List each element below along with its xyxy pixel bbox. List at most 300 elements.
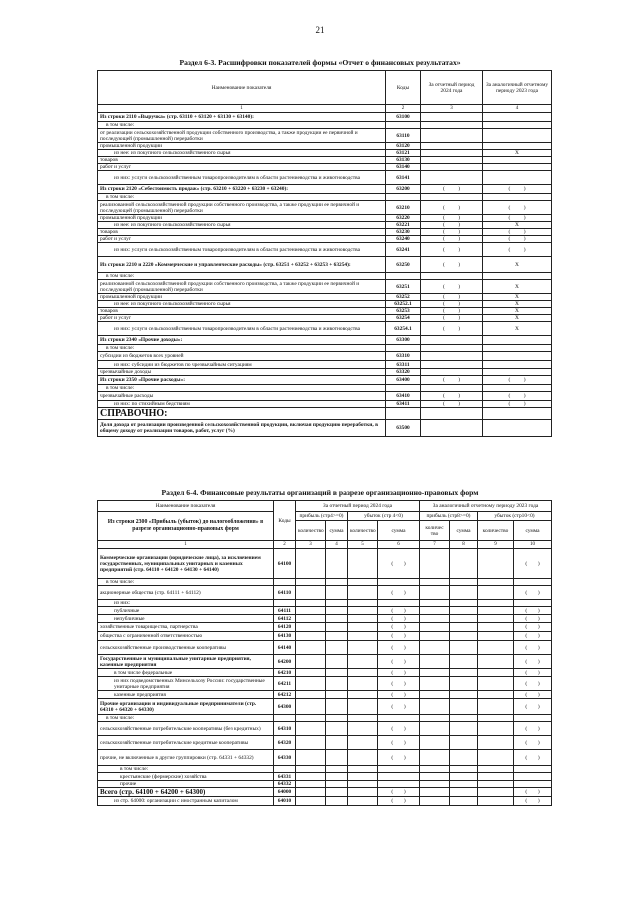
row-name: Из строки 2110 «Выручка» (стр. 63110 + 63120 + 63130 + 63140):: [98, 113, 386, 122]
row-name: из стр. 64000: организации с иностранным капиталом: [98, 797, 274, 806]
row-code: 64330: [274, 750, 296, 766]
loss-prev-sum: ( ): [514, 549, 552, 579]
table-row: [98, 549, 552, 579]
profit-prev-qty: [420, 632, 450, 641]
loss-prev-sum: ( ): [514, 641, 552, 655]
value-previous: [483, 157, 552, 164]
loss-cur-qty: [348, 586, 378, 600]
loss-prev-qty: [478, 655, 514, 669]
profit-prev-sum: [450, 722, 478, 736]
profit-prev-sum: [450, 750, 478, 766]
row-code: 64200: [274, 655, 296, 669]
row-code: 64120: [274, 623, 296, 632]
row-code: 64140: [274, 641, 296, 655]
row-code: [386, 408, 421, 420]
loss-cur-sum: ( ): [378, 722, 420, 736]
row-code: 64211: [274, 677, 296, 691]
value-previous: ( ): [483, 185, 552, 194]
row-code: 64310: [274, 722, 296, 736]
profit-prev-sum: [450, 677, 478, 691]
value-current: ( ): [421, 315, 483, 322]
value-previous: ( ): [483, 401, 552, 408]
row-code: 63251: [386, 280, 421, 294]
table-row: [98, 352, 552, 361]
loss-cur-qty: [348, 600, 378, 607]
loss-cur-sum: ( ): [378, 615, 420, 623]
profit-cur-qty: [296, 773, 326, 781]
col-number: 4: [483, 105, 552, 113]
loss-prev-qty: [478, 549, 514, 579]
table-row: [98, 308, 552, 315]
table-row: [98, 143, 552, 150]
value-previous: [483, 408, 552, 420]
col-header-sum: сумма: [326, 521, 348, 541]
profit-prev-sum: [450, 715, 478, 722]
profit-cur-qty: [296, 655, 326, 669]
row-code: [386, 273, 421, 280]
loss-prev-qty: [478, 766, 514, 773]
table-row: [98, 401, 552, 408]
profit-cur-qty: [296, 623, 326, 632]
loss-cur-sum: ( ): [378, 797, 420, 806]
profit-prev-qty: [420, 549, 450, 579]
row-name: в том числе:: [98, 194, 386, 201]
row-code: 64320: [274, 736, 296, 750]
loss-cur-qty: [348, 615, 378, 623]
row-name: работ и услуг: [98, 236, 386, 243]
loss-cur-sum: ( ): [378, 607, 420, 615]
value-previous: [483, 420, 552, 437]
row-code: 63120: [386, 143, 421, 150]
row-code: [386, 122, 421, 129]
col-header-code: Коды: [386, 71, 421, 105]
table-row: [98, 392, 552, 401]
table-row: [98, 420, 552, 437]
value-current: [421, 361, 483, 369]
value-current: ( ): [421, 392, 483, 401]
row-name: в том числе:: [98, 385, 386, 392]
profit-prev-sum: [450, 615, 478, 623]
row-code: 64130: [274, 632, 296, 641]
table-row: [98, 408, 552, 420]
row-name: чрезвычайные расходы: [98, 392, 386, 401]
profit-cur-sum: [326, 715, 348, 722]
value-previous: [483, 122, 552, 129]
profit-cur-qty: [296, 699, 326, 715]
loss-cur-qty: [348, 677, 378, 691]
row-name: в том числе:: [98, 766, 274, 773]
row-name: из нее: из покупного сельскохозяйственного сырья: [98, 222, 386, 229]
profit-prev-qty: [420, 600, 450, 607]
row-name: товаров: [98, 157, 386, 164]
profit-prev-qty: [420, 715, 450, 722]
value-current: ( ): [421, 229, 483, 236]
row-code: 64000: [274, 788, 296, 797]
profit-cur-sum: [326, 579, 348, 586]
profit-cur-qty: [296, 607, 326, 615]
table-row: [98, 229, 552, 236]
row-name: реализованной сельскохозяйственной продукции собственного производства, а также продукции ее первичной и последующей (промышленной) переработки: [98, 280, 386, 294]
loss-prev-qty: [478, 623, 514, 632]
loss-prev-sum: ( ): [514, 677, 552, 691]
value-current: [421, 336, 483, 345]
profit-prev-sum: [450, 736, 478, 750]
table-row: [98, 600, 552, 607]
table-row: [98, 615, 552, 623]
loss-prev-qty: [478, 722, 514, 736]
col-header-loss-current: убыток (стр 4<0): [348, 512, 420, 521]
section-6-4-title: Раздел 6-4. Финансовые результаты организаций в разрезе организационно-правовых форм: [161, 488, 479, 497]
row-name: от реализации сельскохозяйственной продукции собственного производства, а также продукции ее первичной и последующей (промышленной) переработки: [98, 129, 386, 143]
profit-cur-qty: [296, 549, 326, 579]
value-current: ( ): [421, 215, 483, 222]
table-row: [98, 691, 552, 699]
row-code: [274, 579, 296, 586]
loss-cur-qty: [348, 607, 378, 615]
row-name: из них: услуги сельскохозяйственным товаропроизводителям в области растениеводства и животноводства: [98, 171, 386, 185]
value-current: [421, 420, 483, 437]
loss-prev-sum: ( ): [514, 669, 552, 677]
loss-cur-sum: ( ): [378, 677, 420, 691]
loss-cur-qty: [348, 766, 378, 773]
col-header-profit-current: прибыль (стр4>=0): [296, 512, 348, 521]
value-previous: [483, 336, 552, 345]
loss-cur-qty: [348, 750, 378, 766]
row-code: 63210: [386, 201, 421, 215]
col-header-sum: сумма: [450, 521, 478, 541]
value-previous: [483, 129, 552, 143]
row-code: 63254: [386, 315, 421, 322]
row-code: 64210: [274, 669, 296, 677]
loss-prev-qty: [478, 632, 514, 641]
profit-prev-qty: [420, 750, 450, 766]
col-header-qty: количество: [296, 521, 326, 541]
value-previous: X: [483, 280, 552, 294]
loss-prev-sum: ( ): [514, 699, 552, 715]
profit-prev-sum: [450, 766, 478, 773]
table-row: [98, 641, 552, 655]
profit-prev-sum: [450, 641, 478, 655]
table-row: [98, 345, 552, 352]
loss-cur-sum: ( ): [378, 632, 420, 641]
row-name: работ и услуг: [98, 315, 386, 322]
table-row: [98, 677, 552, 691]
profit-prev-qty: [420, 579, 450, 586]
row-code: 63240: [386, 236, 421, 243]
value-current: ( ): [421, 243, 483, 257]
table-row: [98, 122, 552, 129]
row-name: публичные: [98, 607, 274, 615]
loss-cur-sum: [378, 773, 420, 781]
profit-prev-qty: [420, 615, 450, 623]
profit-cur-qty: [296, 641, 326, 655]
loss-cur-sum: ( ): [378, 669, 420, 677]
loss-prev-sum: ( ): [514, 632, 552, 641]
loss-prev-qty: [478, 669, 514, 677]
value-current: [421, 164, 483, 171]
value-previous: X: [483, 315, 552, 322]
col-number: 1: [98, 541, 274, 549]
profit-cur-qty: [296, 766, 326, 773]
row-code: 63141: [386, 171, 421, 185]
table-row: [98, 579, 552, 586]
profit-prev-qty: [420, 736, 450, 750]
value-current: ( ): [421, 301, 483, 308]
row-code: 63250: [386, 257, 421, 273]
row-code: 63500: [386, 420, 421, 437]
loss-cur-sum: [378, 766, 420, 773]
col-number: 3: [296, 541, 326, 549]
table-row: [98, 623, 552, 632]
table-row: [98, 336, 552, 345]
table-row: [98, 773, 552, 781]
profit-prev-sum: [450, 586, 478, 600]
loss-cur-sum: ( ): [378, 691, 420, 699]
loss-prev-sum: ( ): [514, 623, 552, 632]
row-name: сельскохозяйственные потребительские кредитные кооперативы: [98, 736, 274, 750]
loss-prev-qty: [478, 750, 514, 766]
loss-cur-qty: [348, 641, 378, 655]
profit-prev-qty: [420, 641, 450, 655]
table-row: [98, 722, 552, 736]
loss-prev-sum: [514, 715, 552, 722]
loss-cur-qty: [348, 781, 378, 788]
profit-cur-qty: [296, 669, 326, 677]
row-name: сельскохозяйственные производственные кооперативы: [98, 641, 274, 655]
row-code: 63220: [386, 215, 421, 222]
value-current: ( ): [421, 322, 483, 336]
loss-prev-qty: [478, 586, 514, 600]
row-name: в том числе:: [98, 273, 386, 280]
loss-prev-qty: [478, 677, 514, 691]
profit-prev-sum: [450, 669, 478, 677]
value-current: [421, 171, 483, 185]
value-previous: ( ): [483, 201, 552, 215]
profit-prev-qty: [420, 773, 450, 781]
col-header-code: Коды: [274, 501, 296, 541]
profit-prev-sum: [450, 607, 478, 615]
col-number: 9: [478, 541, 514, 549]
row-name: реализованной сельскохозяйственной продукции собственного производства, а также продукции ее первичной и последующей (промышленной) переработки: [98, 201, 386, 215]
row-name: из нее: из покупного сельскохозяйственного сырья: [98, 150, 386, 157]
loss-prev-qty: [478, 788, 514, 797]
section-6-3-title: Раздел 6-3. Расшифровки показателей формы «Отчет о финансовых результатах»: [179, 58, 461, 67]
value-current: [421, 369, 483, 376]
table-row: [98, 222, 552, 229]
row-code: 64111: [274, 607, 296, 615]
loss-cur-sum: ( ): [378, 788, 420, 797]
row-name: непубличные: [98, 615, 274, 623]
row-name: сельскохозяйственные потребительские кооперативы (без кредитных): [98, 722, 274, 736]
table-row: [98, 150, 552, 157]
row-name: работ и услуг: [98, 164, 386, 171]
row-name: Из строки 2120 «Себестоимость продаж» (стр. 63210 + 63220 + 63230 + 63240):: [98, 185, 386, 194]
row-code: 64331: [274, 773, 296, 781]
loss-prev-qty: [478, 615, 514, 623]
profit-cur-sum: [326, 773, 348, 781]
profit-prev-qty: [420, 691, 450, 699]
row-name: Всего (стр. 64100 + 64200 + 64300): [98, 788, 274, 797]
value-previous: [483, 164, 552, 171]
col-header-sum: сумма: [378, 521, 420, 541]
table-row: [98, 766, 552, 773]
row-name: товаров: [98, 308, 386, 315]
value-previous: ( ): [483, 376, 552, 385]
profit-cur-sum: [326, 607, 348, 615]
row-name: в том числе:: [98, 345, 386, 352]
loss-cur-qty: [348, 699, 378, 715]
profit-prev-qty: [420, 586, 450, 600]
row-code: 63253: [386, 308, 421, 315]
loss-prev-qty: [478, 579, 514, 586]
value-current: ( ): [421, 257, 483, 273]
profit-cur-qty: [296, 722, 326, 736]
profit-cur-sum: [326, 586, 348, 600]
value-previous: X: [483, 294, 552, 301]
loss-prev-sum: ( ): [514, 736, 552, 750]
table-row: [98, 781, 552, 788]
row-code: 63311: [386, 361, 421, 369]
profit-prev-qty: [420, 781, 450, 788]
row-code: [274, 600, 296, 607]
row-name: промышленной продукции: [98, 143, 386, 150]
value-current: ( ): [421, 222, 483, 229]
value-previous: [483, 352, 552, 361]
profit-cur-sum: [326, 722, 348, 736]
value-previous: [483, 171, 552, 185]
table-row: [98, 586, 552, 600]
table-row: [98, 301, 552, 308]
row-name: Из строки 2210 и 2220 «Коммерческие и управленческие расходы» (стр. 63251 + 63252 + 63253 + 63254):: [98, 257, 386, 273]
profit-prev-sum: [450, 773, 478, 781]
loss-prev-qty: [478, 691, 514, 699]
col-number: 10: [514, 541, 552, 549]
loss-prev-sum: ( ): [514, 797, 552, 806]
col-number: 2: [274, 541, 296, 549]
profit-prev-sum: [450, 632, 478, 641]
value-current: [421, 345, 483, 352]
table-row: [98, 361, 552, 369]
value-previous: ( ): [483, 215, 552, 222]
table-row: [98, 607, 552, 615]
profit-cur-qty: [296, 615, 326, 623]
value-previous: [483, 143, 552, 150]
row-name: прочие, не включенные в другие группировки (стр. 64331 + 64332): [98, 750, 274, 766]
profit-cur-qty: [296, 750, 326, 766]
profit-prev-sum: [450, 549, 478, 579]
row-code: 63310: [386, 352, 421, 361]
profit-cur-sum: [326, 691, 348, 699]
profit-prev-qty: [420, 722, 450, 736]
loss-prev-sum: ( ): [514, 655, 552, 669]
row-code: 64332: [274, 781, 296, 788]
profit-prev-qty: [420, 766, 450, 773]
loss-cur-qty: [348, 773, 378, 781]
value-previous: X: [483, 301, 552, 308]
value-current: ( ): [421, 185, 483, 194]
row-code: 64112: [274, 615, 296, 623]
value-previous: [483, 194, 552, 201]
col-number: 1: [98, 105, 386, 113]
loss-prev-sum: ( ): [514, 691, 552, 699]
value-current: ( ): [421, 401, 483, 408]
loss-cur-sum: ( ): [378, 641, 420, 655]
profit-prev-qty: [420, 623, 450, 632]
value-previous: X: [483, 322, 552, 336]
col-number: 4: [326, 541, 348, 549]
profit-prev-qty: [420, 797, 450, 806]
loss-cur-sum: ( ): [378, 750, 420, 766]
loss-prev-sum: ( ): [514, 722, 552, 736]
profit-cur-sum: [326, 641, 348, 655]
loss-prev-qty: [478, 600, 514, 607]
loss-prev-sum: [514, 773, 552, 781]
row-name: общества с ограниченной ответственностью: [98, 632, 274, 641]
row-name: крестьянские (фермерские) хозяйства: [98, 773, 274, 781]
value-previous: [483, 345, 552, 352]
value-current: [421, 129, 483, 143]
loss-cur-sum: [378, 600, 420, 607]
profit-cur-sum: [326, 600, 348, 607]
profit-cur-qty: [296, 579, 326, 586]
row-code: 63410: [386, 392, 421, 401]
col-number: 3: [421, 105, 483, 113]
profit-cur-sum: [326, 623, 348, 632]
row-code: 64110: [274, 586, 296, 600]
loss-prev-qty: [478, 781, 514, 788]
table-row: [98, 171, 552, 185]
row-name: из них: субсидии из бюджетов по чрезвычайным ситуациям: [98, 361, 386, 369]
row-name: Доля дохода от реализации произведенной сельскохозяйственной продукции, включая продукцию переработки, в общему доходу от реализации товаров, работ, услуг (%): [98, 420, 386, 437]
loss-cur-qty: [348, 722, 378, 736]
loss-prev-qty: [478, 699, 514, 715]
row-code: [274, 715, 296, 722]
row-code: 63252.1: [386, 301, 421, 308]
row-code: 63254.1: [386, 322, 421, 336]
table-row: [98, 157, 552, 164]
row-code: 63252: [386, 294, 421, 301]
row-code: 64212: [274, 691, 296, 699]
col-number: 2: [386, 105, 421, 113]
value-previous: [483, 113, 552, 122]
row-code: 64300: [274, 699, 296, 715]
loss-prev-sum: ( ): [514, 615, 552, 623]
row-name: акционерные общества (стр. 64111 + 64112): [98, 586, 274, 600]
loss-prev-sum: ( ): [514, 788, 552, 797]
row-code: 63400: [386, 376, 421, 385]
loss-prev-sum: [514, 781, 552, 788]
loss-cur-qty: [348, 632, 378, 641]
row-code: [386, 194, 421, 201]
table-row: [98, 194, 552, 201]
table-row: [98, 322, 552, 336]
loss-prev-sum: [514, 766, 552, 773]
row-name: Прочие организации и индивидуальные предприниматели (стр. 64310 + 64320 + 64330): [98, 699, 274, 715]
loss-cur-sum: ( ): [378, 586, 420, 600]
profit-cur-qty: [296, 586, 326, 600]
value-current: [421, 352, 483, 361]
profit-cur-sum: [326, 549, 348, 579]
table-row: [98, 294, 552, 301]
profit-cur-sum: [326, 615, 348, 623]
profit-prev-sum: [450, 699, 478, 715]
value-previous: ( ): [483, 236, 552, 243]
loss-prev-qty: [478, 773, 514, 781]
row-name: СПРАВОЧНО:: [98, 408, 386, 420]
profit-prev-sum: [450, 579, 478, 586]
table-row: [98, 273, 552, 280]
col-header-qty: количество: [478, 521, 514, 541]
